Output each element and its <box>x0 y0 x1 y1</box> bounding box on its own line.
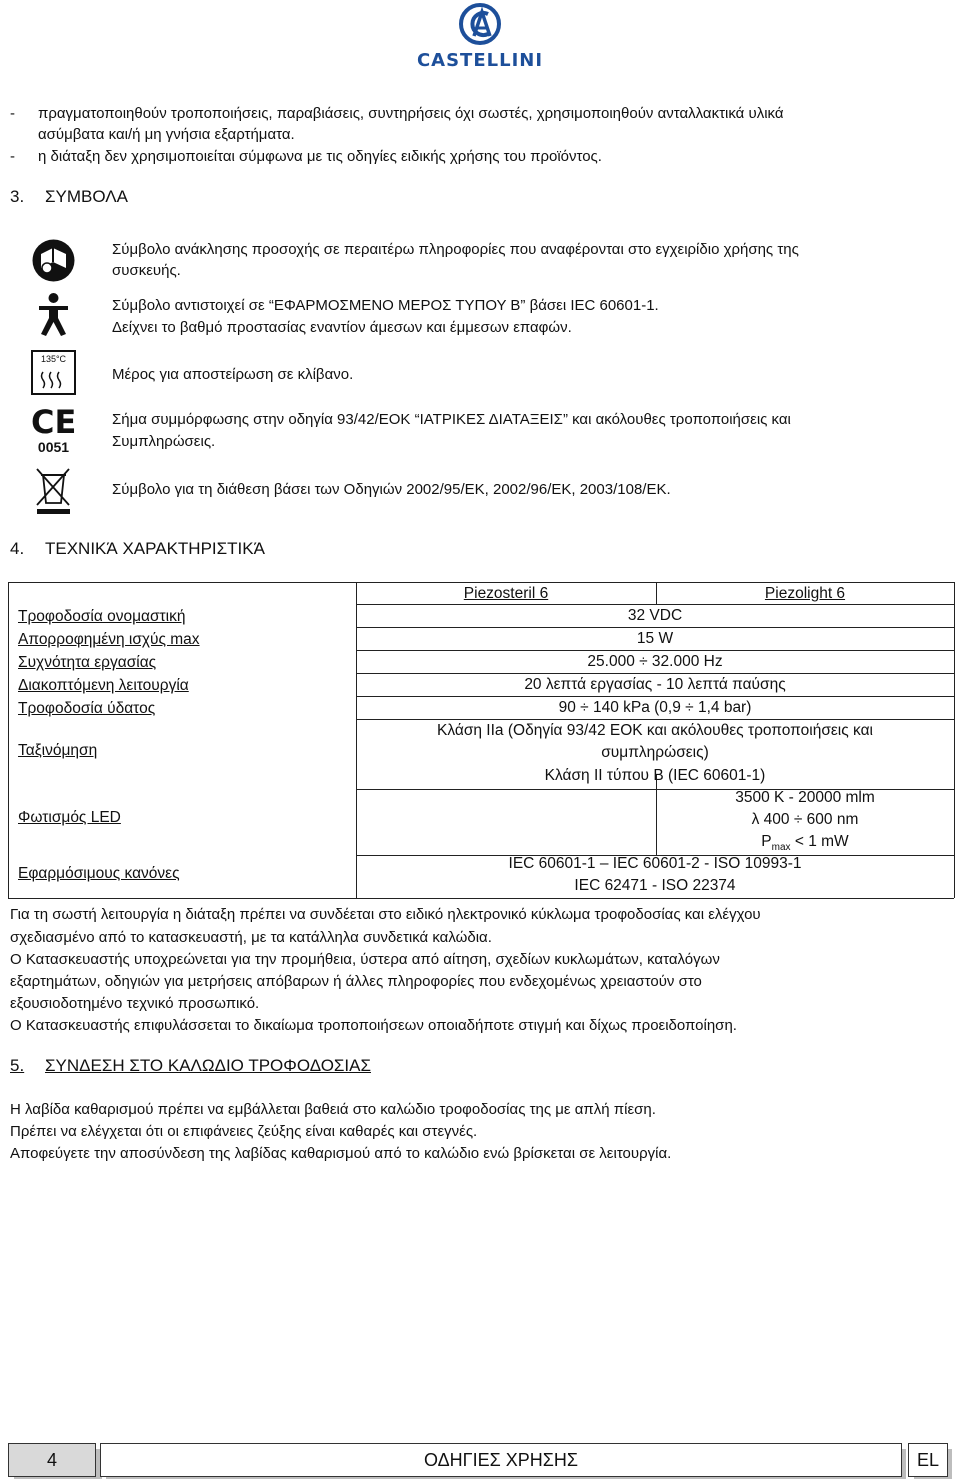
spec-value-led-power-symbol: P <box>761 833 772 850</box>
bullet-1-line-1: πραγματοποιηθούν τροποποιήσεις, παραβιάσεις, συντηρήσεις όχι σωστές, χρησιμοποιηθούν ανταλλακτικά υλικά <box>38 105 784 122</box>
autoclave-icon <box>31 350 76 395</box>
symbol-autoclave-text: Μέρος για αποστείρωση σε κλίβανο. <box>112 366 354 383</box>
symbol-typeb-text-2: Δείχνει το βαθμό προστασίας εναντίον άμεσων και έμμεσων επαφών. <box>112 319 572 336</box>
bullet-dash: - <box>10 105 15 122</box>
spec-label-supply: Τροφοδοσία ονομαστική <box>18 608 186 625</box>
section-3-title: ΣΥΜΒΟΛΑ <box>45 187 128 206</box>
section-3-number: 3. <box>10 187 25 206</box>
paragraph-2-line-2: εξαρτημάτων, οδηγιών για μετρήσεις απόβαρων ή άλλες πληροφορίες που ενδεχομένως χρειαστούν στο <box>10 973 702 990</box>
spec-value-led-power-value: < 1 mW <box>790 833 849 850</box>
spec-value-led-power-subscript: max <box>771 842 791 854</box>
symbol-ce-text-1: Σήμα συμμόρφωσης στην οδηγία 93/42/ΕΟΚ “ΙΑΤΡΙΚΕΣ ΔΙΑΤΑΞΕΙΣ” και ακόλουθες τροποποιήσεις και <box>112 411 791 428</box>
page-footer <box>8 1441 952 1479</box>
section-5-title: ΣΥΝΔΕΣΗ ΣΤΟ ΚΑΛΩΔΙΟ ΤΡΟΦΟΔΟΣΙΑΣ <box>45 1056 371 1075</box>
symbol-manual-text-1: Σύμβολο ανάκλησης προσοχής σε περαιτέρω πληροφορίες που αναφέρονται στο εγχειρίδιο χρήσης της <box>112 241 799 258</box>
section-5-line-1: Η λαβίδα καθαρισμού πρέπει να εμβάλλεται βαθειά στο καλώδιο τροφοδοσίας της με απλή πίεση. <box>10 1101 656 1118</box>
steam-waves-icon <box>39 370 69 390</box>
ce-mark-icon: CE 0051 <box>31 403 77 455</box>
spec-value-class-2: συμπληρώσεις) <box>601 744 709 761</box>
spec-value-supply: 32 VDC <box>627 607 683 624</box>
bullet-2: η διάταξη δεν χρησιμοποιείται σύμφωνα με τις οδηγίες ειδικής χρήσης του προϊόντος. <box>38 148 602 165</box>
autoclave-temperature-label: 135°C <box>40 354 67 364</box>
section-5-number: 5. <box>10 1056 25 1075</box>
paragraph-2-line-1: Ο Κατασκευαστής υποχρεώνεται για την προμήθεια, ύστερα από αίτηση, σχεδίων κυκλωμάτων, καταλόγων <box>10 951 720 968</box>
symbol-ce-text-2: Συμπληρώσεις. <box>112 433 216 450</box>
symbol-weee-text: Σύμβολο για τη διάθεση βάσει των Οδηγιών 2002/95/ΕΚ, 2002/96/ΕΚ, 2003/108/ΕΚ. <box>112 481 671 498</box>
paragraph-2-line-3: εξουσιοδοτημένο τεχνικό προσωπικό. <box>10 995 260 1012</box>
column-header-piezolight: Piezolight 6 <box>764 585 846 602</box>
spec-value-duty: 20 λεπτά εργασίας - 10 λεπτά παύσης <box>524 676 786 693</box>
spec-label-frequency: Συχνότητα εργασίας <box>18 654 157 671</box>
spec-value-class-1: Κλάση IIa (Οδηγία 93/42 ΕΟΚ και ακόλουθες τροποποιήσεις και <box>437 722 873 739</box>
section-4-number: 4. <box>10 539 25 558</box>
spec-value-power: 15 W <box>636 630 674 647</box>
symbol-manual-text-2: συσκευής. <box>112 262 181 279</box>
section-4-title: ΤΕΧΝΙΚΆ ΧΑΡΑΚΤΗΡΙΣΤΙΚΆ <box>45 539 265 558</box>
spec-value-led-1: 3500 K - 20000 mlm <box>735 789 875 806</box>
column-header-piezosteril: Piezosteril 6 <box>463 585 549 602</box>
spec-value-water: 90 ÷ 140 kPa (0,9 ÷ 1,4 bar) <box>558 699 752 716</box>
spec-table <box>8 582 956 898</box>
footer-title: ΟΔΗΓΙΕΣ ΧΡΗΣΗΣ <box>100 1443 902 1477</box>
weee-crossed-bin-icon <box>31 465 76 515</box>
spec-value-class-3: Κλάση II τύπου B (IEC 60601-1) <box>544 767 766 784</box>
paragraph-3: Ο Κατασκευαστής επιφυλάσσεται το δικαίωμα τροποποιήσεων οποιαδήποτε στιγμή και δίχως προειδοποίηση. <box>10 1017 737 1034</box>
spec-value-rules-2: IEC 62471 - ISO 22374 <box>574 877 736 894</box>
section-5-line-3: Αποφεύγετε την αποσύνδεση της λαβίδας καθαρισμού από το καλώδιο ενώ βρίσκεται σε λειτουργία. <box>10 1145 672 1162</box>
spec-value-frequency: 25.000 ÷ 32.000 Hz <box>587 653 723 670</box>
ce-notified-body-code: 0051 <box>37 439 70 455</box>
bullet-dash: - <box>10 148 15 165</box>
brand-name: CASTELLINI <box>416 50 544 71</box>
spec-label-power: Απορροφημένη ισχύς max <box>18 631 200 648</box>
bullet-1-line-2: ασύμβατα και/ή μη γνήσια εξαρτήματα. <box>38 126 295 143</box>
spec-label-duty: Διακοπτόμενη λειτουργία <box>18 677 189 694</box>
spec-label-water: Τροφοδοσία ύδατος <box>18 700 156 717</box>
spec-label-classification: Ταξινόμηση <box>18 742 98 759</box>
section-5-line-2: Πρέπει να ελέγχεται ότι οι επιφάνειες ζεύξης είναι καθαρές και στεγνές. <box>10 1123 478 1140</box>
footer-page-number: 4 <box>8 1443 96 1477</box>
spec-label-rules: Εφαρμόσιμους κανόνες <box>18 865 180 882</box>
symbol-typeb-text-1: Σύμβολο αντιστοιχεί σε “ΕΦΑΡΜΟΣΜΕΝΟ ΜΕΡΟΣ ΤΥΠΟΥ Β” βάσει IEC 60601-1. <box>112 297 659 314</box>
spec-value-rules-1: IEC 60601-1 – IEC 60601-2 - ISO 10993-1 <box>508 855 802 872</box>
paragraph-1-line-2: σχεδιασμένο από το κατασκευαστή, με τα κατάλληλα συνδετικά καλώδια. <box>10 929 492 946</box>
footer-language: EL <box>908 1443 948 1477</box>
type-b-applied-part-icon <box>31 292 76 337</box>
paragraph-1-line-1: Για τη σωστή λειτουργία η διάταξη πρέπει να συνδέεται στο ειδικό ηλεκτρονικό κύκλωμα τροφοδοσίας και ελέγχου <box>10 906 761 923</box>
read-manual-icon <box>31 238 76 283</box>
spec-value-led-2: λ 400 ÷ 600 nm <box>751 811 859 828</box>
spec-label-led: Φωτισμός LED <box>18 809 121 826</box>
